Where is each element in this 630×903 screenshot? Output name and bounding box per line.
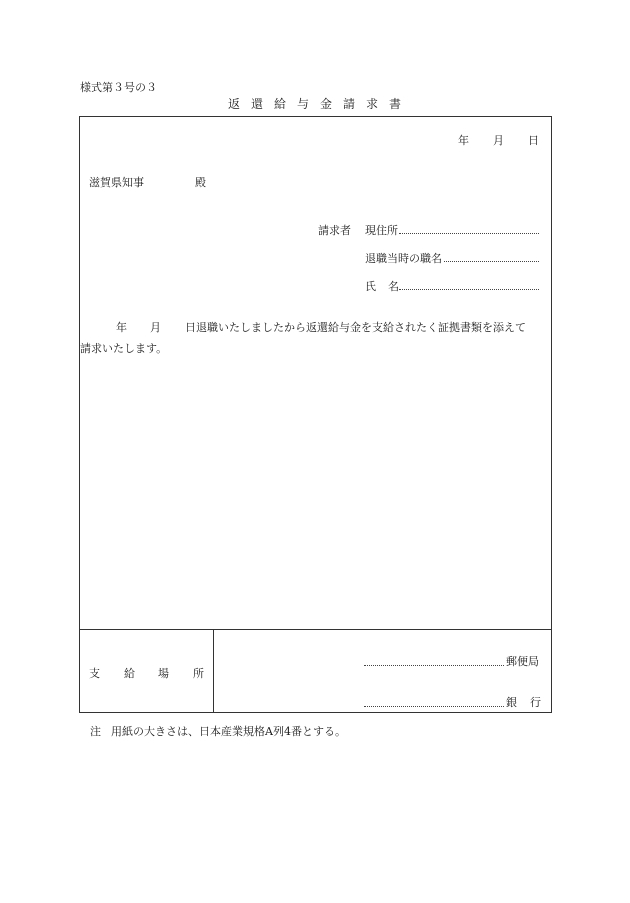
position-label: 退職当時の職名 (365, 252, 442, 265)
title-char: 返 (228, 97, 241, 111)
footnote (90, 723, 346, 739)
name-label-1: 氏 (365, 280, 376, 293)
bank-label-2: 行 (530, 696, 541, 709)
addressee-name: 滋賀県知事 (89, 176, 144, 189)
title-char: 書 (389, 97, 402, 111)
requester-label: 請求者 (318, 224, 351, 237)
post-office-field[interactable] (364, 664, 504, 666)
post-office-label: 郵便局 (506, 655, 539, 668)
date-month: 月 (493, 134, 504, 147)
document-title (228, 95, 412, 112)
date-day: 日 (528, 134, 539, 147)
form-box (79, 116, 552, 713)
position-field[interactable] (444, 260, 539, 262)
payment-divider-vertical (213, 629, 214, 713)
body-year: 年 (116, 321, 127, 334)
title-char: 給 (274, 97, 287, 111)
payment-label-char: 支 (89, 667, 100, 680)
payment-label-char: 所 (193, 667, 204, 680)
footnote-text: 用紙の大きさは、日本産業規格A列4番とする。 (111, 725, 346, 738)
form-number: 様式第３号の３ (80, 81, 157, 94)
payment-label-char: 場 (158, 667, 169, 680)
address-label: 現住所 (365, 224, 398, 237)
title-char: 金 (320, 97, 333, 111)
date-year: 年 (458, 134, 469, 147)
addressee-honorific: 殿 (195, 176, 206, 189)
title-char: 与 (297, 97, 310, 111)
bank-label-1: 銀 (506, 696, 517, 709)
title-char: 請 (343, 97, 356, 111)
title-char: 還 (251, 97, 264, 111)
footnote-prefix: 注 (90, 725, 101, 738)
body-text-line2: 請求いたします。 (80, 342, 168, 355)
payment-label-char: 給 (124, 667, 135, 680)
body-month: 月 (150, 321, 161, 334)
address-field[interactable] (399, 232, 539, 234)
body-text-line1: 日退職いたしましたから返還給与金を支給されたく証拠書類を添えて (185, 321, 526, 334)
name-label-2: 名 (388, 280, 399, 293)
bank-field[interactable] (364, 705, 504, 707)
name-field[interactable] (399, 288, 539, 290)
title-char: 求 (366, 97, 379, 111)
payment-divider-horizontal (80, 629, 551, 630)
